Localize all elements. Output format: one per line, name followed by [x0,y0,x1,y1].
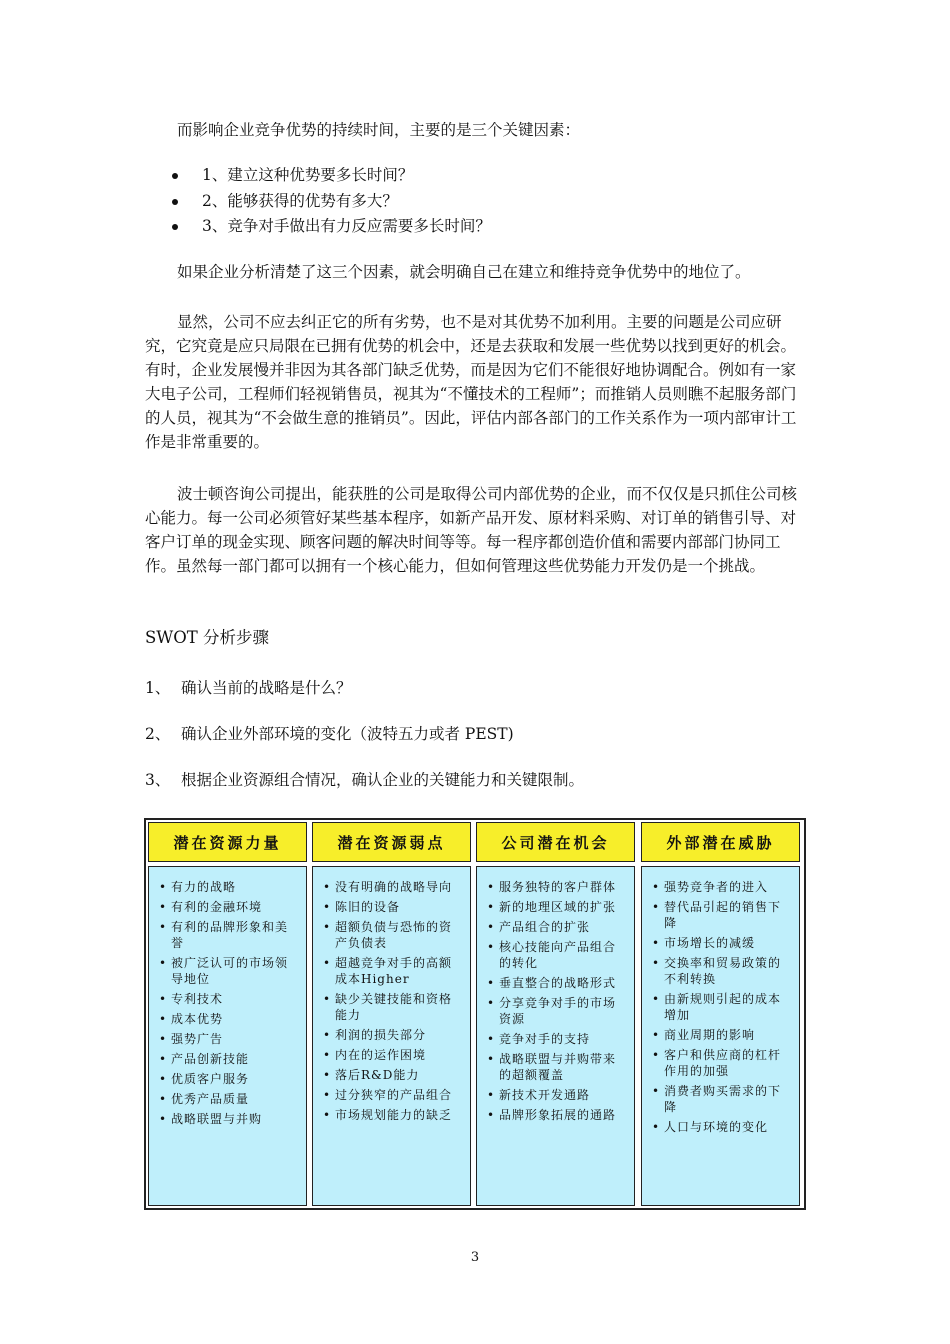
bullet-text: 2、能够获得的优势有多大？ [202,192,398,210]
swot-list-item: • 服务独特的客户群体 [487,879,626,895]
swot-list-item: • 没有明确的战略导向 [323,879,462,895]
swot-list-item: • 品牌形象拓展的通路 [487,1107,626,1123]
bullet-dot-icon [172,173,178,179]
swot-list-item: • 新技术开发通路 [487,1087,626,1103]
step-text: 根据企业资源组合情况，确认企业的关键能力和关键限制。 [181,771,585,789]
swot-list-item: • 专利技术 [159,991,298,1007]
swot-list-item: • 由新规则引起的成本增加 [652,991,791,1023]
swot-list [159,879,298,1127]
swot-list-item: • 有力的战略 [159,879,298,895]
swot-column-header: 外部潜在威胁 [641,822,800,862]
swot-list-item: • 落后R&D能力 [323,1067,462,1083]
step-item [145,768,584,792]
step-number: 3、 [145,771,171,789]
swot-list-item: • 优质客户服务 [159,1071,298,1087]
swot-list-item: • 客户和供应商的杠杆作用的加强 [652,1047,791,1079]
swot-list-item: • 替代品引起的销售下降 [652,899,791,931]
swot-list [323,879,462,1123]
bullet-text: 1、建立这种优势要多长时间？ [202,166,414,184]
swot-list-item: • 产品创新技能 [159,1051,298,1067]
step-number: 2、 [145,725,171,743]
swot-column-header: 潜在资源力量 [148,822,307,862]
swot-column-body [148,866,307,1206]
swot-column-opportunities [476,822,635,1206]
swot-column-body [476,866,635,1206]
swot-list-item: • 垂直整合的战略形式 [487,975,626,991]
swot-list-item: • 市场增长的减缓 [652,935,791,951]
swot-list-item: • 分享竞争对手的市场资源 [487,995,626,1027]
swot-list-item: • 超越竞争对手的高额成本Higher [323,955,462,987]
swot-table [144,818,806,1210]
swot-column-header: 潜在资源弱点 [312,822,471,862]
section-heading: SWOT 分析步骤 [145,628,270,647]
step-number: 1、 [145,679,171,697]
swot-list-item: • 强势竞争者的进入 [652,879,791,895]
swot-column-strengths [148,822,307,1206]
step-text: 确认企业外部环境的变化（波特五力或者 PEST) [181,725,514,743]
step-item [145,676,352,700]
swot-list-item: • 有利的品牌形象和美誉 [159,919,298,951]
bullet-text: 3、竞争对手做出有力反应需要多长时间？ [202,217,491,235]
swot-list-item: • 新的地理区域的扩张 [487,899,626,915]
paragraph-1: 如果企业分析清楚了这三个因素，就会明确自己在建立和维持竞争优势中的地位了。 [177,263,751,281]
swot-list-item: • 强势广告 [159,1031,298,1047]
swot-list-item: • 消费者购买需求的下降 [652,1083,791,1115]
bullet-dot-icon [172,199,178,205]
swot-list-item: • 人口与环境的变化 [652,1119,791,1135]
swot-list-item: • 交换率和贸易政策的不利转换 [652,955,791,987]
step-text: 确认当前的战略是什么？ [181,679,352,697]
swot-list-item: • 优秀产品质量 [159,1091,298,1107]
swot-list-item: • 被广泛认可的市场领导地位 [159,955,298,987]
swot-list-item: • 有利的金融环境 [159,899,298,915]
swot-list-item: • 商业周期的影响 [652,1027,791,1043]
swot-list-item: • 竞争对手的支持 [487,1031,626,1047]
swot-list-item: • 产品组合的扩张 [487,919,626,935]
swot-list-item: • 核心技能向产品组合的转化 [487,939,626,971]
paragraph-3: 波士顿咨询公司提出，能获胜的公司是取得公司内部优势的企业，而不仅仅是只抓住公司核心能力。每一公司必须管好某些基本程序，如新产品开发、原材料采购、对订单的销售引导、对客户订单的现金实现、顾客问题的解决时间等等。每一程序都创造价值和需要内部部门协同工作。虽然每一部门都可以拥有一个核心能力，但如何管理这些优势能力开发仍是一个挑战。 [145,485,798,575]
swot-list-item: • 超额负债与恐怖的资产负债表 [323,919,462,951]
swot-list-item: • 内在的运作困境 [323,1047,462,1063]
page-number: 3 [470,1250,480,1265]
swot-list-item: • 利润的损失部分 [323,1027,462,1043]
swot-list-item: • 过分狭窄的产品组合 [323,1087,462,1103]
swot-list-item: • 市场规划能力的缺乏 [323,1107,462,1123]
swot-list [487,879,626,1123]
swot-column-header: 公司潜在机会 [476,822,635,862]
swot-column-threats [641,822,800,1206]
step-item [145,722,514,746]
intro-paragraph: 而影响企业竞争优势的持续时间，主要的是三个关键因素： [177,121,581,139]
swot-list-item: • 成本优势 [159,1011,298,1027]
swot-column-body [312,866,471,1206]
swot-column-body [641,866,800,1206]
swot-list-item: • 战略联盟与并购带来的超额覆盖 [487,1051,626,1083]
bullet-dot-icon [172,224,178,230]
paragraph-2: 显然，公司不应去纠正它的所有劣势，也不是对其优势不加利用。主要的问题是公司应研究，它究竟是应只局限在已拥有优势的机会中，还是去获取和发展一些优势以找到更好的机会。有时，企业发展慢并非因为其各部门缺乏优势，而是因为它们不能很好地协调配合。例如有一家大电子公司，工程师们轻视销售员，视其为“不懂技术的工程师”；而推销人员则瞧不起服务部门的人员，视其为“不会做生意的推销员”。因此，评估内部各部门的工作关系作为一项内部审计工作是非常重要的。 [145,313,797,451]
swot-list-item: • 战略联盟与并购 [159,1111,298,1127]
swot-list [652,879,791,1135]
swot-list-item: • 缺少关键技能和资格能力 [323,991,462,1023]
swot-list-item: • 陈旧的设备 [323,899,462,915]
swot-column-weaknesses [312,822,471,1206]
